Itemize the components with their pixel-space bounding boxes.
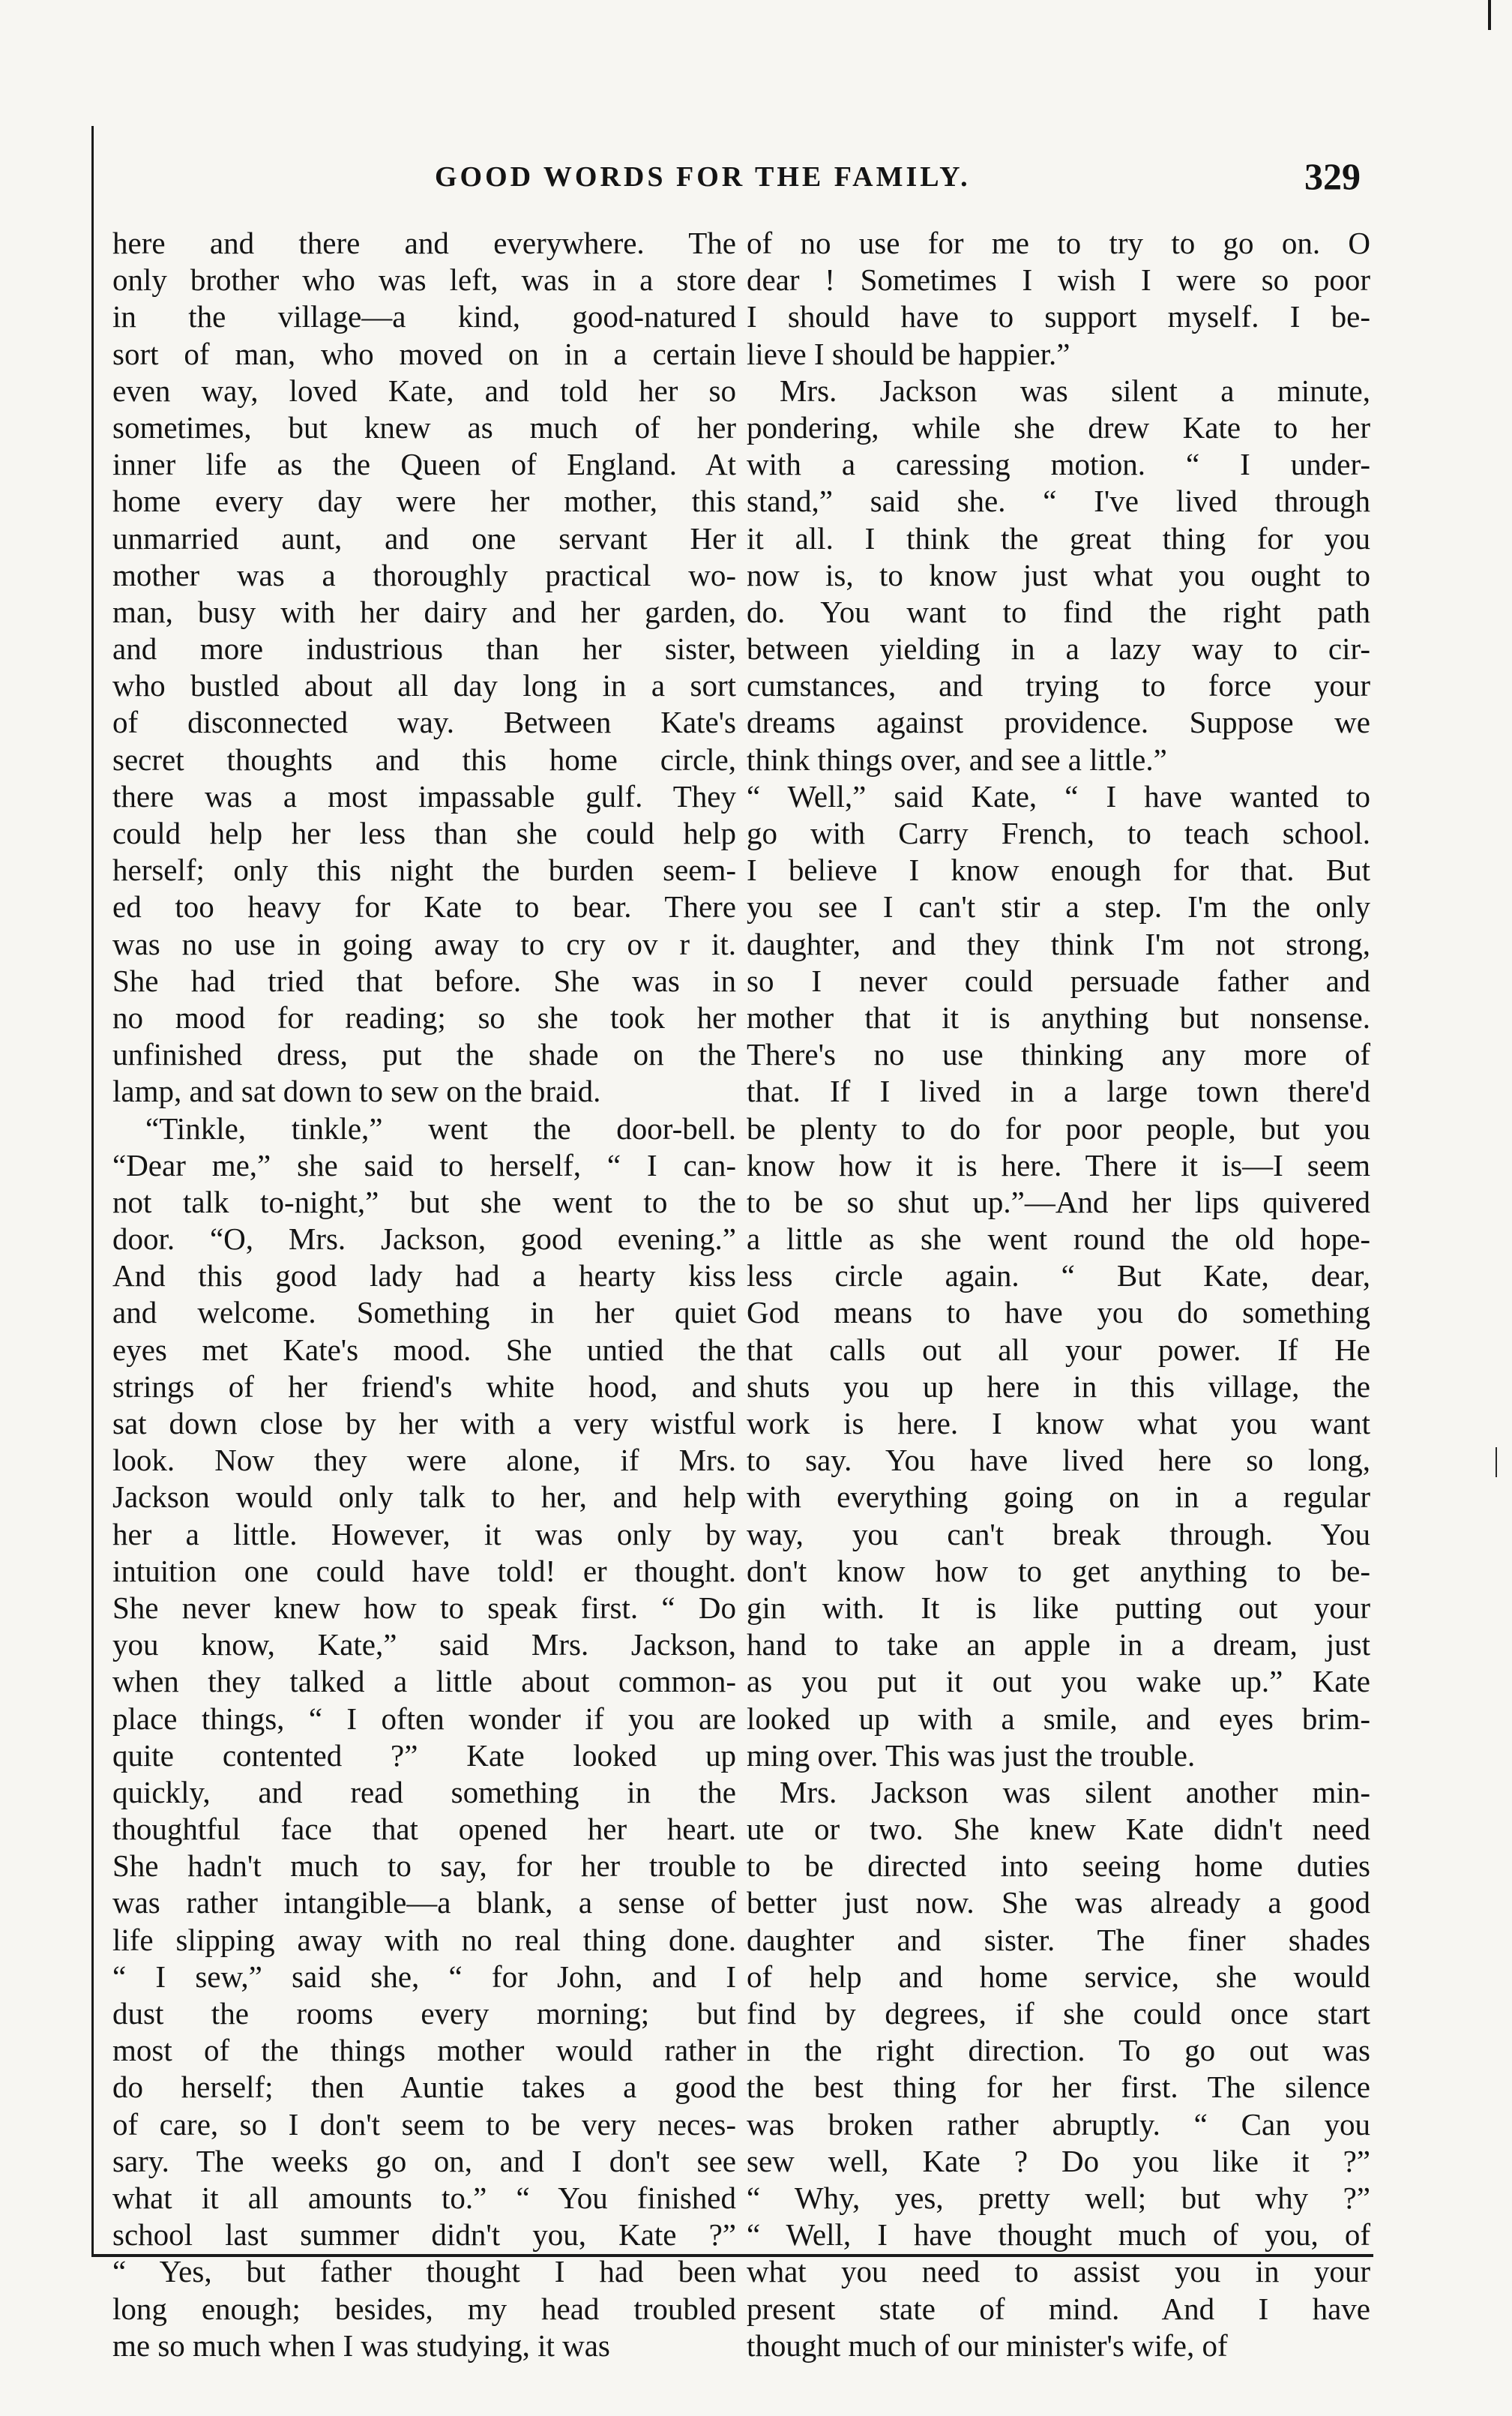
text-line: dear ! Sometimes I wish I were so poor (747, 262, 1370, 298)
text-line: mother that it is anything but nonsense. (747, 1000, 1370, 1035)
text-line: strings of her friend's white hood, and (112, 1368, 736, 1404)
text-line: it all. I think the great thing for you (747, 520, 1370, 556)
text-line: home every day were her mother, this (112, 484, 736, 519)
text-line: dust the rooms every morning; but (112, 1996, 736, 2031)
text-line: quite contented ?” Kate looked up (112, 1737, 736, 1773)
text-line: to say. You have lived here so long, (747, 1443, 1370, 1478)
text-line: mother was a thoroughly practical wo- (112, 557, 736, 592)
text-line: stand,” said she. “ I've lived through (747, 484, 1370, 519)
text-line: now is, to know just what you ought to (747, 557, 1370, 592)
text-line: thoughtful face that opened her heart. (112, 1812, 736, 1847)
text-line: hand to take an apple in a dream, just (747, 1627, 1370, 1662)
left-text-column (112, 225, 736, 2363)
text-line: I believe I know enough for that. But (747, 853, 1370, 888)
text-line: that. If I lived in a large town there'd (747, 1074, 1370, 1109)
text-line: She had tried that before. She was in (112, 963, 736, 998)
text-line: sew well, Kate ? Do you like it ?” (747, 2143, 1370, 2178)
running-title: GOOD WORDS FOR THE FAMILY. (435, 161, 971, 193)
text-line: I should have to support myself. I be- (747, 299, 1370, 334)
text-line: what you need to assist you in your (747, 2254, 1370, 2289)
text-line: “ Yes, but father thought I had been (112, 2254, 736, 2289)
text-line: intuition one could have told! er thought. (112, 1553, 736, 1588)
text-line: “Tinkle, tinkle,” went the door-bell. (145, 1111, 736, 1146)
text-line: even way, loved Kate, and told her so (112, 373, 736, 408)
text-line: do herself; then Auntie takes a good (112, 2070, 736, 2105)
text-line: unmarried aunt, and one servant Her (112, 520, 736, 556)
text-line: was broken rather abruptly. “ Can you (747, 2106, 1370, 2142)
text-line: inner life as the Queen of England. At (112, 447, 736, 482)
text-line: “ Why, yes, pretty well; but why ?” (747, 2180, 1370, 2215)
text-line: so I never could persuade father and (747, 963, 1370, 998)
text-line: to be so shut up.”—And her lips quivered (747, 1184, 1370, 1219)
text-line: There's no use thinking any more of (747, 1037, 1370, 1072)
running-header (97, 154, 1376, 207)
text-line: a little as she went round the old hope- (747, 1221, 1370, 1257)
text-line: life slipping away with no real thing done. (112, 1922, 736, 1957)
right-text-column (747, 225, 1370, 2363)
text-line: Mrs. Jackson was silent another min- (780, 1774, 1370, 1809)
text-line: secret thoughts and this home circle, (112, 742, 736, 777)
text-line: who bustled about all day long in a sort (112, 668, 736, 703)
text-line: Mrs. Jackson was silent a minute, (780, 373, 1370, 408)
text-line: cumstances, and trying to force your (747, 668, 1370, 703)
text-line: in the right direction. To go out was (747, 2033, 1370, 2068)
text-line: better just now. She was already a good (747, 1885, 1370, 1920)
text-line: of no use for me to try to go on. O (747, 226, 1370, 260)
text-line: and welcome. Something in her quiet (112, 1295, 736, 1330)
text-line: daughter and sister. The finer shades (747, 1922, 1370, 1957)
text-line: when they talked a little about common- (112, 1664, 736, 1699)
text-line: ed too heavy for Kate to bear. There (112, 889, 736, 925)
text-line: She never knew how to speak first. “ Do (112, 1590, 736, 1625)
text-line: “ I sew,” said she, “ for John, and I (112, 1959, 736, 1994)
text-line: She hadn't much to say, for her trouble (112, 1848, 736, 1884)
text-line: be plenty to do for poor people, but you (747, 1111, 1370, 1146)
page-edge-mark (1488, 0, 1491, 30)
text-line: here and there and everywhere. The (112, 226, 736, 260)
text-line: ute or two. She knew Kate didn't need (747, 1812, 1370, 1847)
text-line: what it all amounts to.” “ You finished (112, 2180, 736, 2215)
text-line: Jackson would only talk to her, and help (112, 1479, 736, 1515)
text-line: work is here. I know what you want (747, 1406, 1370, 1440)
text-line: of care, so I don't seem to be very neces- (112, 2106, 736, 2142)
text-line: know how it is here. There it is—I seem (747, 1147, 1370, 1183)
text-line: long enough; besides, my head troubled (112, 2291, 736, 2326)
text-line: eyes met Kate's mood. She untied the (112, 1332, 736, 1367)
text-line: her a little. However, it was only by (112, 1516, 736, 1551)
text-line: the best thing for her first. The silence (747, 2070, 1370, 2105)
text-line: could help her less than she could help (112, 816, 736, 850)
text-line: was rather intangible—a blank, a sense of (112, 1885, 736, 1920)
text-line: door. “O, Mrs. Jackson, good evening.” (112, 1221, 736, 1257)
text-line: of help and home service, she would (747, 1959, 1370, 1994)
text-line: lieve I should be happier.” (747, 336, 1070, 371)
text-line: with everything going on in a regular (747, 1479, 1370, 1515)
text-line: that calls out all your power. If He (747, 1332, 1370, 1367)
text-line: go with Carry French, to teach school. (747, 816, 1370, 850)
text-line: and more industrious than her sister, (112, 631, 736, 667)
text-line: not talk to-night,” but she went to the (112, 1184, 736, 1219)
page-number: 329 (1304, 155, 1361, 197)
text-line: was no use in going away to cry ov r it. (112, 926, 736, 961)
text-line: school last summer didn't you, Kate ?” (112, 2217, 736, 2253)
text-line: you see I can't stir a step. I'm the only (747, 889, 1370, 925)
text-line: dreams against providence. Suppose we (747, 705, 1370, 740)
text-line: present state of mind. And I have (747, 2291, 1370, 2326)
text-line: you know, Kate,” said Mrs. Jackson, (112, 1627, 736, 1662)
text-line: quickly, and read something in the (112, 1774, 736, 1809)
text-line: in the village—a kind, good-natured (112, 299, 736, 334)
text-line: God means to have you do something (747, 1295, 1370, 1330)
text-line: gin with. It is like putting out your (747, 1590, 1370, 1625)
text-line: find by degrees, if she could once start (747, 1996, 1370, 2031)
text-line: man, busy with her dairy and her garden, (112, 594, 736, 629)
text-line: of disconnected way. Between Kate's (112, 705, 736, 740)
text-line: shuts you up here in this village, the (747, 1368, 1370, 1404)
text-line: only brother who was left, was in a store (112, 262, 736, 298)
text-line: unfinished dress, put the shade on the (112, 1037, 736, 1072)
text-line: don't know how to get anything to be- (747, 1553, 1370, 1588)
text-line: place things, “ I often wonder if you are (112, 1701, 736, 1736)
text-line: sary. The weeks go on, and I don't see (112, 2143, 736, 2178)
text-line: sat down close by her with a very wistful (112, 1406, 736, 1440)
text-line: less circle again. “ But Kate, dear, (747, 1258, 1370, 1293)
text-line: pondering, while she drew Kate to her (747, 409, 1370, 445)
text-line: me so much when I was studying, it was (112, 2328, 610, 2363)
text-line: thought much of our minister's wife, of (747, 2328, 1228, 2363)
text-line: “ Well, I have thought much of you, of (747, 2217, 1370, 2253)
margin-tick (1496, 1447, 1497, 1477)
text-line: “Dear me,” she said to herself, “ I can- (112, 1147, 736, 1183)
text-line: looked up with a smile, and eyes brim- (747, 1701, 1370, 1736)
text-line: ming over. This was just the trouble. (747, 1737, 1196, 1773)
text-line: look. Now they were alone, if Mrs. (112, 1443, 736, 1478)
text-line: sometimes, but knew as much of her (112, 409, 736, 445)
text-line: with a caressing motion. “ I under- (747, 447, 1370, 482)
text-line: daughter, and they think I'm not strong, (747, 926, 1370, 961)
text-line: do. You want to find the right path (747, 594, 1370, 629)
text-line: think things over, and see a little.” (747, 742, 1167, 777)
text-line: no mood for reading; so she took her (112, 1000, 736, 1035)
text-line: between yielding in a lazy way to cir- (747, 631, 1370, 667)
text-line: to be directed into seeing home duties (747, 1848, 1370, 1884)
text-line: most of the things mother would rather (112, 2033, 736, 2068)
text-line: as you put it out you wake up.” Kate (747, 1664, 1370, 1699)
text-line: “ Well,” said Kate, “ I have wanted to (747, 778, 1370, 814)
text-line: there was a most impassable gulf. They (112, 778, 736, 814)
text-line: way, you can't break through. You (747, 1516, 1370, 1551)
text-line: sort of man, who moved on in a certain (112, 336, 736, 371)
text-line: And this good lady had a hearty kiss (112, 1258, 736, 1293)
text-line: herself; only this night the burden seem- (112, 853, 736, 888)
text-line: lamp, and sat down to sew on the braid. (112, 1074, 601, 1109)
